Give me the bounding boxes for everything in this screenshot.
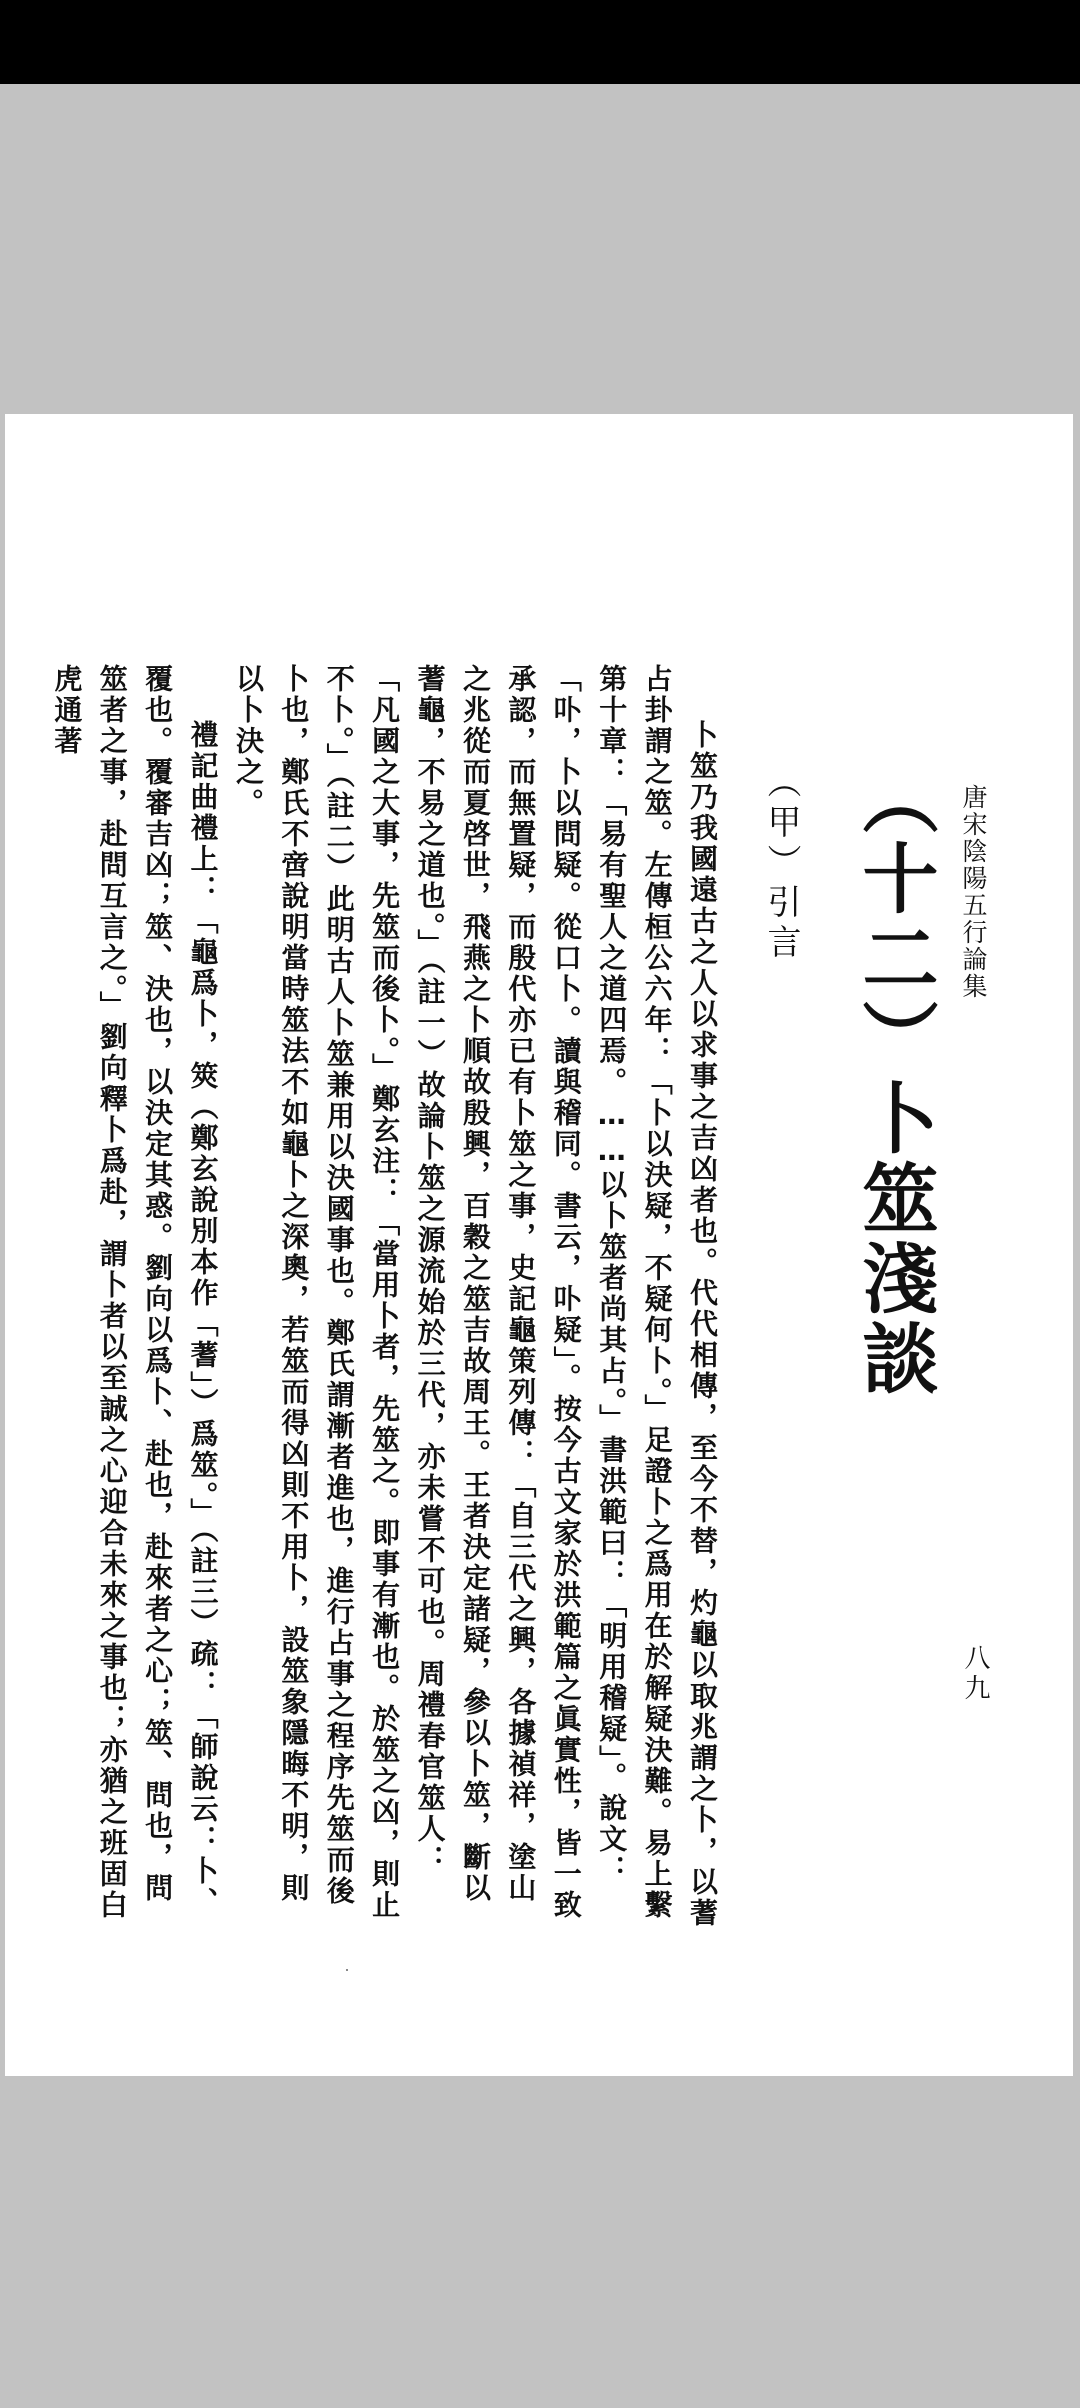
body-text <box>44 664 725 1934</box>
paragraph-1: 卜筮乃我國遠古之人以求事之吉凶者也。代代相傳，至今不替，灼龜以取兆謂之卜，以蓍占卦謂之筮。左傳桓公六年：「卜以決疑，不疑何卜。」足證卜之爲用在於解疑決難。易上繫第十章：「易有聖人之道四焉。……以卜筮者尚其占。」書洪範曰：「明用稽疑」。說文：「卟，卜以問疑。從口卜。讀與稽同。書云，卟疑」。按今古文家於洪範篇之眞實性，皆一致承認，而無置疑，而殷代亦已有卜筮之事，史記龜策列傳：「自三代之興，各據禎祥，塗山之兆從而夏啓世，飛燕之卜順故殷興，百穀之筮吉故周王。王者決定諸疑，參以卜筮，斷以蓍龜，不易之道也。」（註一）故論卜筮之源流始於三代，亦未嘗不可也。周禮春官筮人：「凡國之大事，先筮而後卜。」鄭玄注：「當用卜者，先筮之。即事有漸也。於筮之凶，則止不卜。」（註二）此明古人卜筮兼用以決國事也。鄭氏謂漸者進也，進行占事之程序先筮而後卜也，鄭氏不啻說明當時筮法不如龜卜之深奧，若筮而得凶則不用卜，設筮象隱晦不明，則以卜決之。 <box>231 664 719 1929</box>
status-bar <box>0 0 1080 84</box>
paragraph-2: 禮記曲禮上：「龜爲卜，筴（鄭玄說別本作「蓍」）爲筮。」（註三）疏：「師說云：卜、覆也。覆審吉凶；筮、決也，以決定其惑。劉向以爲卜、赴也，赴來者之心；筮、問也，問筮者之事，赴問互言之。」劉向釋卜爲赴，謂卜者以至誠之心迎合未來之事也；亦猶之班固白虎通著 <box>50 664 220 1921</box>
section-heading: （甲）引言 <box>761 764 801 964</box>
page-number: 八九 <box>960 1644 990 1704</box>
document-page[interactable] <box>5 414 1073 2076</box>
scan-speck <box>346 1969 348 1971</box>
chapter-title: （十二）卜筮淺談 <box>850 759 939 1399</box>
running-head: 唐宋陰陽五行論集 <box>959 784 988 1000</box>
